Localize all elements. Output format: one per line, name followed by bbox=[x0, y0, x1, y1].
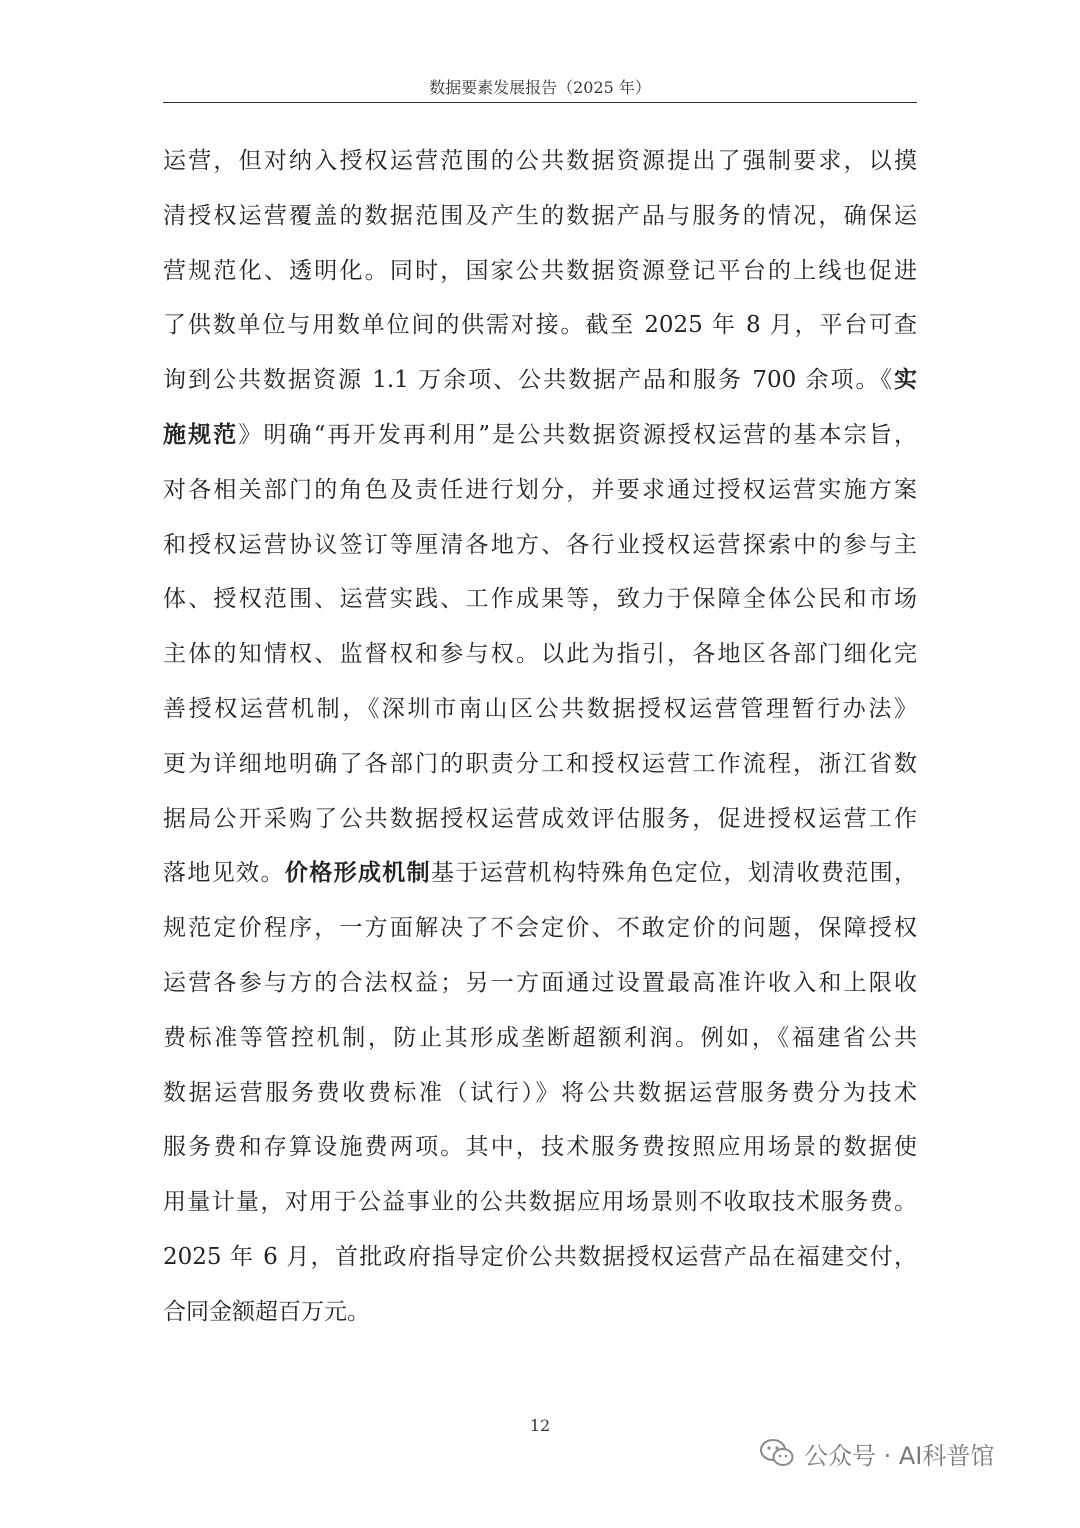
text-line: 据局公开采购了公共数据授权运营成效评估服务，促进授权运营工作 bbox=[163, 805, 917, 832]
watermark bbox=[760, 1433, 994, 1473]
text-line: 服务费和存算设施费两项。其中，技术服务费按照应用场景的数据使 bbox=[163, 1134, 917, 1161]
bold-term: 价格形成机制 bbox=[284, 860, 432, 887]
text-line: 更为详细地明确了各部门的职责分工和授权运营工作流程，浙江省数 bbox=[163, 750, 917, 777]
text-line: 合同金额超百万元。 bbox=[163, 1298, 370, 1325]
bold-term: 施规范 bbox=[163, 421, 239, 448]
running-header: 数据要素发展报告（2025 年） bbox=[429, 78, 651, 97]
text-line: 用量计量，对用于公益事业的公共数据应用场景则不收取技术服务费。 bbox=[163, 1189, 917, 1216]
text-line: 营规范化、透明化。同时，国家公共数据资源登记平台的上线也促进 bbox=[163, 257, 917, 284]
text-line: 2025 年 6 月，首批政府指导定价公共数据授权运营产品在福建交付， bbox=[163, 1243, 917, 1270]
page-number: 12 bbox=[529, 1416, 551, 1435]
text-line: 体、授权范围、运营实践、工作成果等，致力于保障全体公民和市场 bbox=[163, 586, 917, 613]
text-line: 和授权运营协议签订等厘清各地方、各行业授权运营探索中的参与主 bbox=[163, 531, 917, 558]
text-line: 善授权运营机制，《深圳市南山区公共数据授权运营管理暂行办法》 bbox=[163, 695, 917, 722]
watermark-text: 公众号 · AI科普馆 bbox=[804, 1441, 995, 1470]
header-divider bbox=[163, 102, 917, 103]
text-line: 运营各参与方的合法权益；另一方面通过设置最高准许收入和上限收 bbox=[163, 969, 917, 996]
text-line: 对各相关部门的角色及责任进行划分，并要求通过授权运营实施方案 bbox=[163, 476, 917, 503]
text-line: 费标准等管控机制，防止其形成垄断超额利润。例如，《福建省公共 bbox=[163, 1024, 917, 1051]
text-line: 数据运营服务费收费标准（试行）》将公共数据运营服务费分为技术 bbox=[163, 1079, 917, 1106]
text-line: 运营，但对纳入授权运营范围的公共数据资源提出了强制要求，以摸 bbox=[163, 148, 917, 174]
text-line: 清授权运营覆盖的数据范围及产生的数据产品与服务的情况，确保运 bbox=[163, 202, 917, 229]
text-line: 询到公共数据资源 1.1 万余项、公共数据产品和服务 700 余项。《实 bbox=[163, 367, 917, 394]
report-body bbox=[163, 134, 917, 1340]
text-line: 施规范》明确“再开发再利用”是公共数据资源授权运营的基本宗旨， bbox=[163, 421, 917, 448]
text-line: 规范定价程序，一方面解决了不会定价、不敢定价的问题，保障授权 bbox=[163, 915, 917, 942]
bold-term: 实 bbox=[894, 367, 917, 394]
text-line: 落地见效。价格形成机制基于运营机构特殊角色定位，划清收费范围， bbox=[163, 860, 917, 887]
text-line: 主体的知情权、监督权和参与权。以此为指引，各地区各部门细化完 bbox=[163, 641, 917, 668]
text-line: 了供数单位与用数单位间的供需对接。截至 2025 年 8 月，平台可查 bbox=[163, 312, 917, 339]
wechat-icon bbox=[760, 1438, 794, 1468]
